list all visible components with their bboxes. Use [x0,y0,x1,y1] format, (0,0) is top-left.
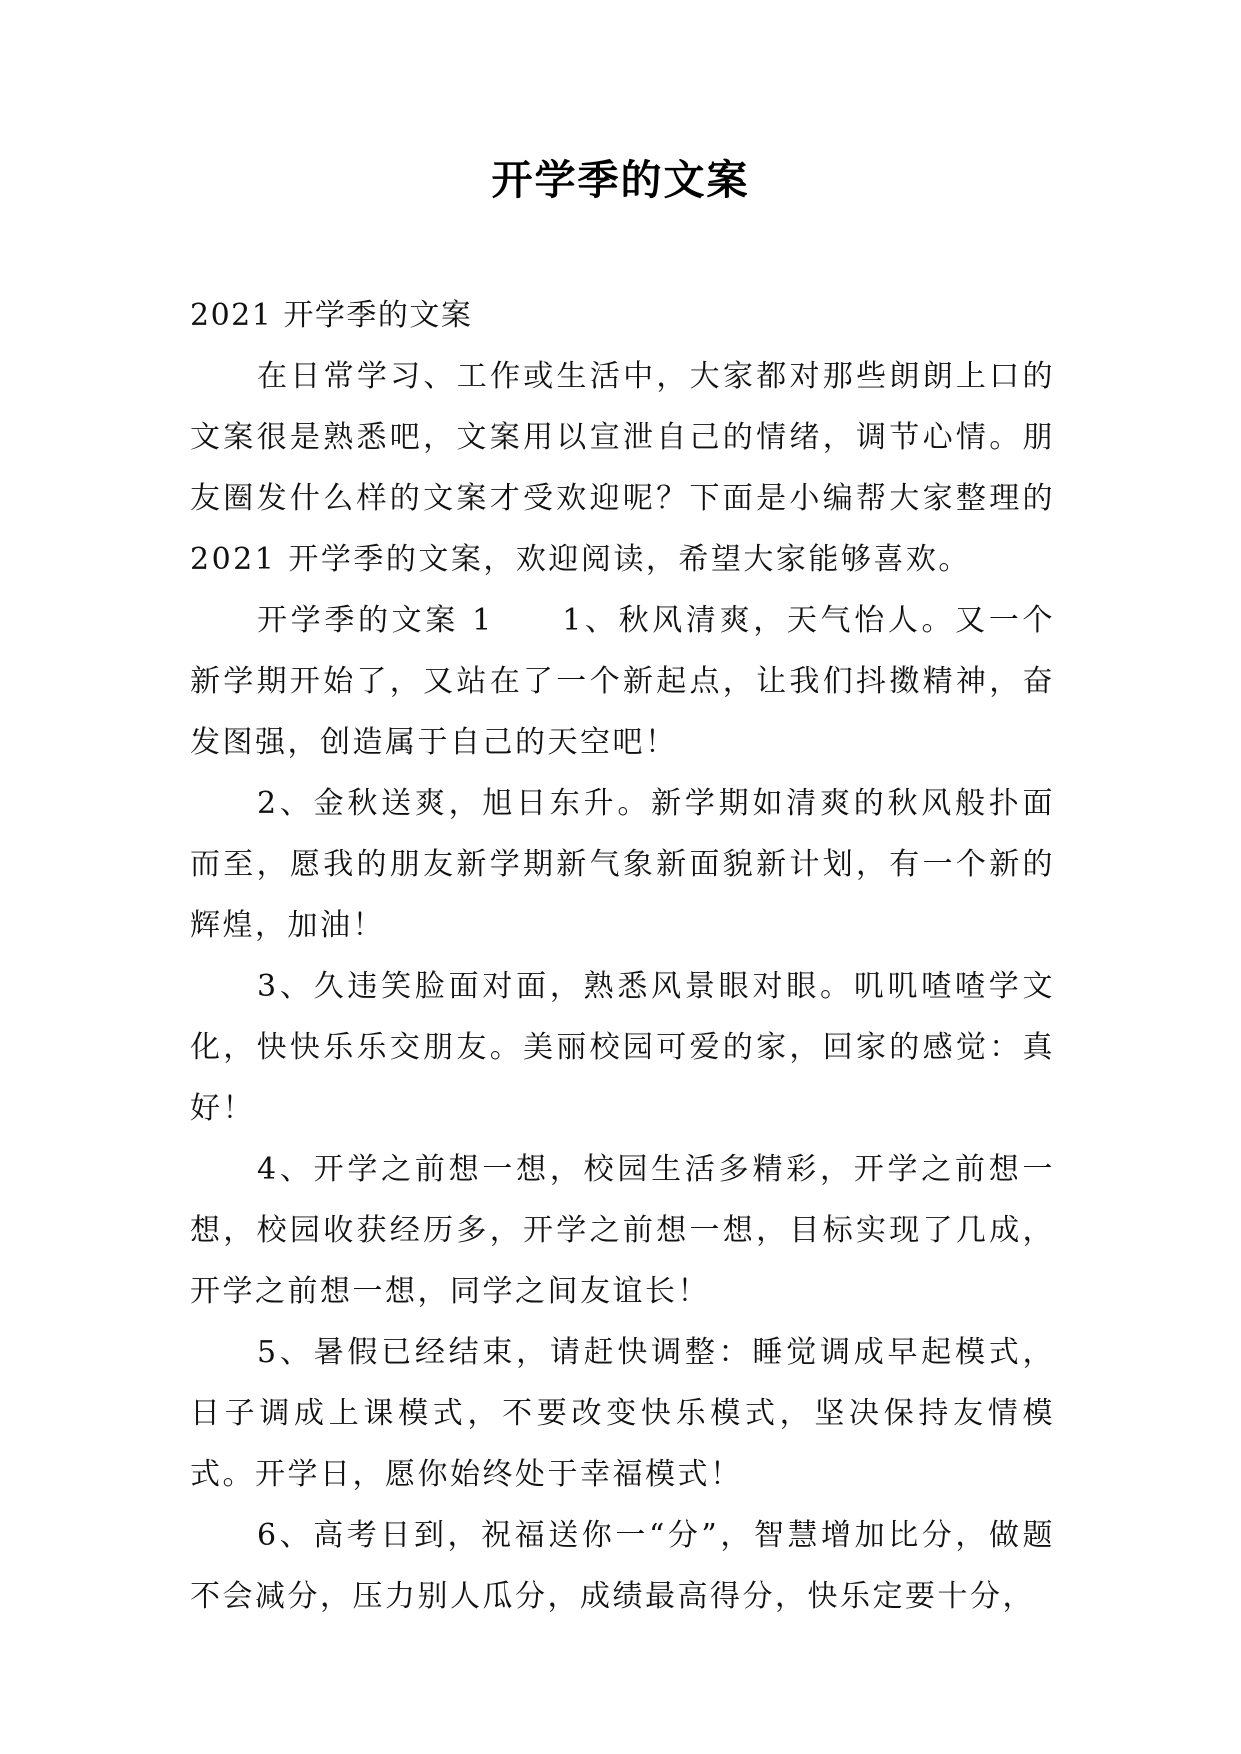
paragraph-item-4: 4、开学之前想一想，校园生活多精彩，开学之前想一想，校园收获经历多，开学之前想一想，目标实现了几成，开学之前想一想，同学之间友谊长！ [190,1152,1055,1309]
paragraph-item-3: 3、久违笑脸面对面，熟悉风景眼对眼。叽叽喳喳学文化，快快乐乐交朋友。美丽校园可爱的家，回家的感觉：真好！ [190,969,1055,1126]
paragraph-item-5: 5、暑假已经结束，请赶快调整：睡觉调成早起模式，日子调成上课模式，不要改变快乐模式，坚决保持友情模式。开学日，愿你始终处于幸福模式！ [190,1335,1055,1492]
paragraph-item-6: 6、高考日到，祝福送你一“分”，智慧增加比分，做题不会减分，压力别人瓜分，成绩最高得分，快乐定要十分， [190,1518,1055,1614]
paragraph-intro: 在日常学习、工作或生活中，大家都对那些朗朗上口的文案很是熟悉吧，文案用以宣泄自己的情绪，调节心情。朋友圈发什么样的文案才受欢迎呢？下面是小编帮大家整理的 2021 开学季的文案，欢迎阅读，希望大家能够喜欢。 [190,359,1055,577]
paragraph-item-1: 开学季的文案 1 1、秋风清爽，天气怡人。又一个新学期开始了，又站在了一个新起点，让我们抖擞精神，奋发图强，创造属于自己的天空吧！ [190,603,1055,760]
document-title: 开学季的文案 [491,156,750,204]
document-subtitle: 2021 开学季的文案 [190,298,473,333]
paragraph-item-2: 2、金秋送爽，旭日东升。新学期如清爽的秋风般扑面而至，愿我的朋友新学期新气象新面貌新计划，有一个新的辉煌，加油！ [190,786,1055,943]
document-body [190,285,1055,1627]
